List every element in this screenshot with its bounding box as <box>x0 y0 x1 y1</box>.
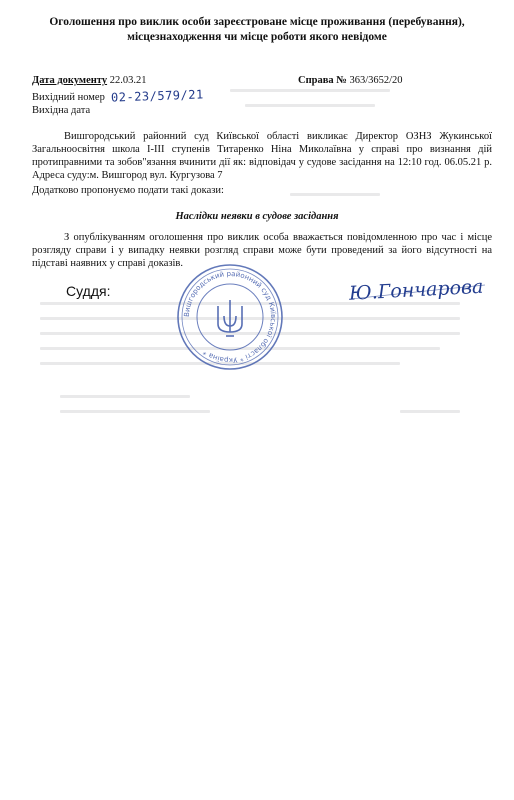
show-through-mark <box>60 395 190 398</box>
outgoing-number-handwritten: 02-23/579/21 <box>111 87 205 105</box>
case-number-row <box>298 74 403 88</box>
judge-label: Суддя: <box>66 283 111 299</box>
section-heading: Наслідки неявки в судове засідання <box>175 211 339 222</box>
outgoing-number-row <box>32 89 204 105</box>
document-title-line1: Оголошення про виклик особи зареєстроване місце проживання (перебування), <box>49 16 465 28</box>
show-through-mark <box>230 89 390 92</box>
outgoing-date-row <box>32 104 90 118</box>
doc-date-label: Дата документу <box>32 75 108 86</box>
show-through-mark <box>245 104 375 107</box>
outgoing-date-label: Вихідна дата <box>32 105 91 116</box>
svg-text:Ю.Гончарова: Ю.Гончарова <box>348 275 484 305</box>
court-seal-stamp <box>175 262 285 372</box>
summons-text: Вишгородський районний суд Київської області викликає Директор ОЗНЗ Жукинської Загальноосвітня школа І-ІІІ ступенів Титаренко Ніна Миколаївна у справі про визнання дій протиправними та зобов"язання вчинити дії як: відповідач у судове засідання на 12:10 год. 06.05.21 р. Адреса суду:м. Вишгород вул. Кургузова 7 <box>32 131 492 181</box>
judge-signature <box>345 275 495 305</box>
outgoing-number-label: Вихідний номер <box>32 92 105 103</box>
show-through-mark <box>60 410 210 413</box>
evidence-note: Додатково пропонуємо подати такі докази: <box>32 185 224 196</box>
summons-paragraph <box>32 130 492 182</box>
show-through-mark <box>400 410 460 413</box>
seal-ring-text: Вишгородський районний суд Київської області * Україна * <box>182 269 278 365</box>
doc-date-row <box>32 74 146 88</box>
document-title-line2: місцезнаходження чи місце роботи якого невідоме <box>127 31 387 43</box>
case-label: Справа № <box>298 75 347 86</box>
case-value: 363/3652/20 <box>349 75 403 86</box>
trident-icon <box>218 300 242 336</box>
doc-date-value: 22.03.21 <box>109 75 147 86</box>
consequences-text: З опублікуванням оголошення про виклик особа вважається повідомленною про час і місце розгляду справи і у випадку неявки розгляд справи може бути проведений за його відсутності на підставі наявних у справі доказів. <box>32 232 492 269</box>
